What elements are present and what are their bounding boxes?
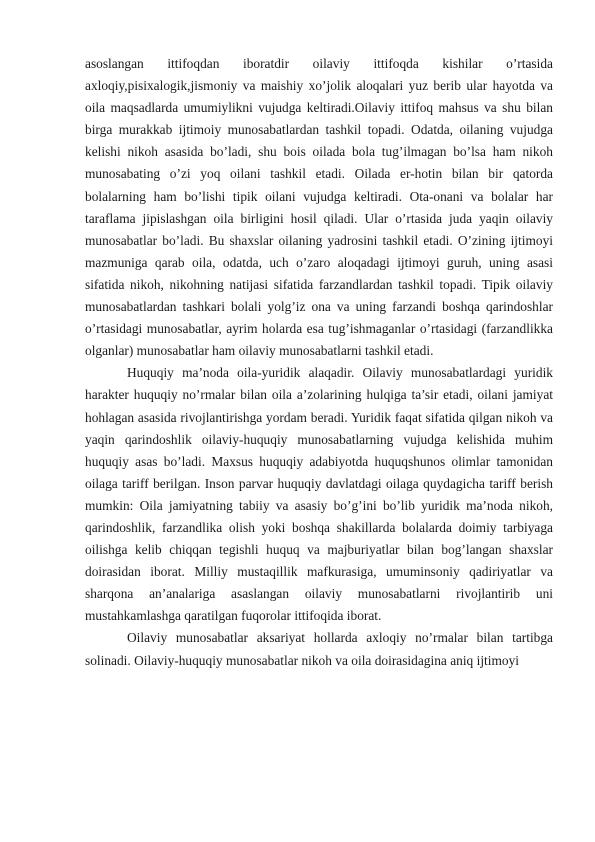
- paragraph-family-relations: Oilaviy munosabatlar aksariyat hollarda axloqiy no’rmalar bilan tartibga solinadi. Oilaviy-huquqiy munosabatlar nikoh va oila doirasidagina aniq ijtimoyi: [85, 630, 553, 668]
- paragraph-legal-meaning: Huquqiy ma’noda oila-yuridik alaqadir. Oilaviy munosabatlardagi yuridik harakter huquqiy no’rmalar bilan oila a’zolarining hulqiga ta’sir etadi, oilani jamiyat hohlagan asasida rivojlantirishga yordam beradi. Yuridik faqat sifatida qilgan nikoh va yaqin qarindoshlik oilaviy-huquqiy munosabatlarning vujudga kelishida muhim huquqiy asas bo’ladi. Maxsus huquqiy adabiyotda huquqshunos olimlar tamonidan oilaga tariff berilgan. Inson parvar huquqiy davlatdagi oilaga quydagicha tariff berish mumkin: Oila jamiyatning tabiiy va asasiy bo’g’ini bo’lib yuridik ma’noda nikoh, qarindoshlik, farzandlika olish yoki boshqa shakillarda bolalarda doimiy tarbiyaga oilishga kelib chiqqan tegishli huquq va majburiyatlar bilan bog’langan shaxslar doirasidan iborat. Milliy mustaqillik mafkurasiga, umuminsoniy qadiriyatlar va sharqona an’analariga asaslangan oilaviy munosabatlarni rivojlantirib uni mustahkamlashga qaratilgan fuqorolar ittifoqida iborat.: [85, 365, 553, 624]
- paragraph-continuation: asoslangan ittifoqdan iboratdir oilaviy ittifoqda kishilar o’rtasida axloqiy,pisixalogik,jismoniy va maishiy xo’jolik aloqalari yuz berib ular hayotda va oila maqsadlarda umumiylikni vujudga keltiradi.Oilaviy ittifoq mahsus va shu bilan birga murakkab ijtimoiy munosabatlardan tashkil topadi. Odatda, oilaning vujudga kelishi nikoh asasida bo’ladi, shu bois oilada bola tug’ilmagan bo’lsa ham nikoh munosabating o’zi yoq oilani tashkil etadi. Oilada er-hotin bilan bir qatorda bolalarning ham bo’lishi tipik oilani vujudga keltiradi. Ota-onani va bolalar har taraflama jipislashgan oila birligini hosil qiladi. Ular o’rtasida juda yaqin oilaviy munosabatlar bo’ladi. Bu shaxslar oilaning yadrosini tashkil etadi. O’zining ijtimoyi mazmuniga qarab oila, odatda, uch o’zaro aloqadagi ijtimoyi guruh, uning asasi sifatida nikoh, nikohning natijasi sifatida farzandlardan tashkil topadi. Tipik oilaviy munosabatlardan tashkari bolali yolg’iz ona va uning farzandi boshqa qarindoshlar o’rtasidagi munosabatlar, ayrim holarda esa tug’ishmaganlar o’rtasidagi (farzandlikka olganlar) munosabatlar ham oilaviy munosabatlarni tashkil etadi.: [85, 56, 553, 359]
- document-page: [85, 53, 553, 672]
